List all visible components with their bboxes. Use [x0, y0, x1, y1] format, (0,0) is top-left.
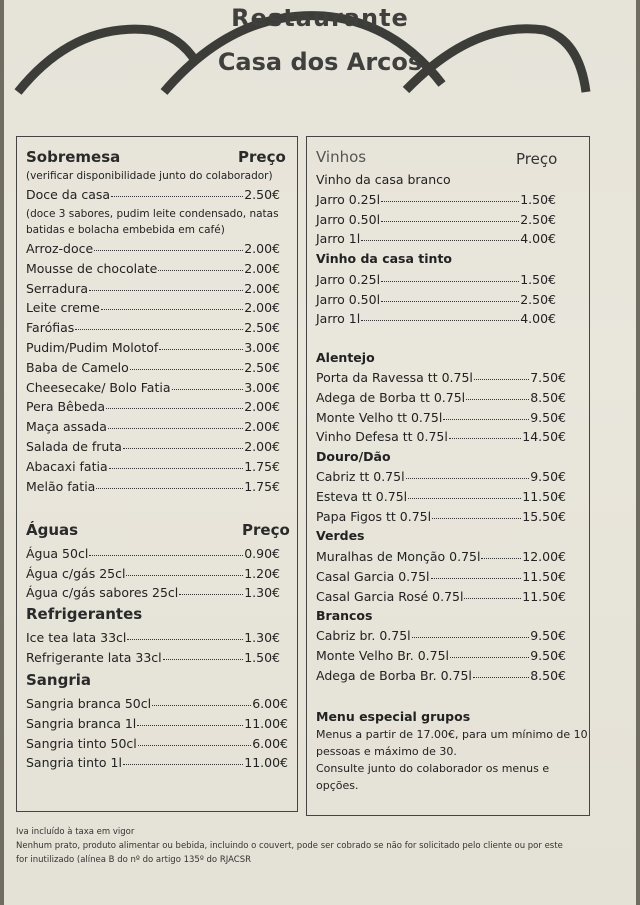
refrigerante-price: 1.30€: [244, 630, 280, 645]
verde-price: 11.50€: [522, 568, 566, 584]
leader-dots: [464, 598, 521, 599]
vinho-branco-price: 1.50€: [520, 192, 556, 207]
agua-price: 1.30€: [244, 585, 280, 600]
verde-row: [316, 549, 566, 564]
leader-dots: [432, 518, 521, 519]
leader-dots: [381, 221, 519, 222]
leader-dots: [108, 428, 243, 429]
douro-name: Esteva tt 0.75l: [316, 488, 408, 504]
branco-price: 8.50€: [530, 667, 566, 683]
dessert-price: 3.00€: [244, 379, 280, 395]
sangria-name: Sangria tinto 1l: [26, 755, 122, 771]
leader-dots: [152, 705, 251, 706]
restaurant-title-line1: Restaurante: [231, 4, 409, 32]
vinho-branco-row: [316, 231, 556, 246]
verde-name: Casal Garcia 0.75l: [316, 568, 430, 584]
footer-notice-line1: Nenhum prato, produto alimentar ou bebida, incluindo o couvert, pode ser cobrado se não for solicitado pelo cliente ou por este: [16, 841, 563, 851]
dessert-price: 2.00€: [244, 419, 280, 435]
dessert-price: 2.50€: [244, 187, 280, 202]
agua-price: 0.90€: [244, 546, 280, 561]
leader-dots: [89, 555, 243, 556]
branco-price: 9.50€: [530, 628, 566, 643]
leader-dots: [412, 637, 530, 638]
dessert-row: [26, 340, 280, 355]
vinho-tinto-price: 2.50€: [520, 291, 556, 307]
agua-row: [26, 546, 280, 561]
brancos-head: Brancos: [316, 608, 373, 623]
dessert-name: Arroz-doce: [26, 241, 94, 256]
vinho-tinto-row: [316, 272, 556, 287]
dessert-name: Leite creme: [26, 300, 100, 316]
branco-price: 9.50€: [530, 647, 566, 663]
aguas-price-header: Preço: [242, 521, 290, 539]
dessert-row: [26, 439, 280, 454]
vinho-branco-row: [316, 212, 556, 227]
header-banner: [4, 0, 636, 110]
dessert-price: 2.50€: [244, 320, 280, 336]
refrigerantes-title: Refrigerantes: [26, 605, 143, 623]
vinho-tinto-row: [316, 292, 556, 307]
vinho-branco-name: Jarro 0.50l: [316, 211, 381, 227]
sangria-title: Sangria: [26, 671, 92, 689]
dessert-name: Farófias: [26, 320, 75, 336]
leader-dots: [130, 369, 243, 370]
alentejo-name: Vinho Defesa tt 0.75l: [316, 429, 448, 445]
doce-note-line2: batidas e bolacha embebida em café): [26, 224, 225, 236]
leader-dots: [381, 201, 519, 202]
dessert-price: 2.00€: [244, 280, 280, 296]
dessert-row-doce: [26, 187, 280, 202]
agua-row: [26, 585, 280, 600]
douro-price: 11.50€: [522, 488, 566, 504]
refrigerante-name: Ice tea lata 33cl: [26, 630, 127, 645]
verdes-head: Verdes: [316, 528, 365, 543]
vinho-tinto-price: 4.00€: [520, 311, 556, 326]
dessert-row: [26, 241, 280, 256]
leader-dots: [408, 498, 521, 499]
vinho-tinto-row: [316, 311, 556, 326]
dessert-price: 1.75€: [244, 478, 280, 494]
vinho-branco-price: 2.50€: [520, 211, 556, 227]
leader-dots: [138, 745, 251, 746]
sobremesa-price-header: Preço: [238, 148, 286, 166]
dessert-row: [26, 320, 280, 335]
sobremesa-note: (verificar disponibilidade junto do colaborador): [26, 170, 273, 182]
leader-dots: [381, 281, 519, 282]
restaurant-title-line2: Casa dos Arcos: [217, 48, 423, 76]
alentejo-row: [316, 370, 566, 385]
vinho-tinto-name: Jarro 0.25l: [316, 272, 381, 287]
verde-row: [316, 569, 566, 584]
dessert-row: [26, 399, 280, 414]
dessert-row: [26, 261, 280, 276]
dessert-row: [26, 281, 280, 296]
leader-dots: [172, 389, 244, 390]
tinto-head: Vinho da casa tinto: [316, 251, 453, 266]
menu-grupos-line4: opções.: [316, 779, 359, 792]
footer-iva: Iva incluído à taxa em vigor: [16, 827, 135, 837]
menu-grupos-line2: pessoas e máximo de 30.: [316, 745, 457, 758]
leader-dots: [481, 558, 521, 559]
leader-dots: [431, 578, 522, 579]
alentejo-price: 7.50€: [530, 370, 566, 385]
vinho-tinto-name: Jarro 0.50l: [316, 291, 381, 307]
vinho-tinto-price: 1.50€: [520, 272, 556, 287]
sangria-price: 6.00€: [252, 735, 288, 751]
menu-sheet: [4, 0, 636, 905]
alentejo-row: [316, 390, 566, 405]
dessert-row: [26, 419, 280, 434]
alentejo-row: [316, 410, 566, 425]
agua-row: [26, 566, 280, 581]
branco-row: [316, 668, 566, 683]
alentejo-price: 14.50€: [522, 429, 566, 445]
dessert-price: 2.00€: [244, 241, 280, 256]
menu-grupos-line1: Menus a partir de 17.00€, para um mínimo de 10: [316, 728, 588, 741]
leader-dots: [137, 725, 243, 726]
leader-dots: [127, 639, 243, 640]
dessert-name: Salada de fruta: [26, 439, 122, 454]
leader-dots: [158, 270, 243, 271]
menu-grupos-line3: Consulte junto do colaborador os menus e: [316, 762, 550, 775]
douro-price: 15.50€: [522, 508, 566, 524]
vinhos-title: Vinhos: [316, 148, 367, 166]
leader-dots: [159, 349, 243, 350]
dessert-row: [26, 459, 280, 474]
leader-dots: [443, 419, 529, 420]
douro-name: Cabriz tt 0.75l: [316, 469, 405, 484]
alentejo-name: Porta da Ravessa tt 0.75l: [316, 370, 473, 385]
dessert-price: 2.00€: [244, 300, 280, 316]
agua-name: Água c/gás 25cl: [26, 565, 126, 581]
leader-dots: [450, 657, 529, 658]
alentejo-name: Monte Velho tt 0.75l: [316, 409, 443, 425]
dessert-name: Cheesecake/ Bolo Fatia: [26, 379, 171, 395]
leader-dots: [111, 196, 243, 197]
agua-name: Água 50cl: [26, 546, 89, 561]
alentejo-price: 8.50€: [530, 389, 566, 405]
leader-dots: [89, 290, 243, 291]
vinho-branco-row: [316, 192, 556, 207]
dessert-price: 2.00€: [244, 260, 280, 276]
douro-row: [316, 469, 566, 484]
alentejo-head: Alentejo: [316, 350, 375, 365]
dessert-row: [26, 479, 280, 494]
dessert-price: 3.00€: [244, 340, 280, 355]
leader-dots: [163, 659, 244, 660]
verde-name: Casal Garcia Rosé 0.75l: [316, 588, 464, 604]
dessert-name: Melão fatia: [26, 478, 96, 494]
sangria-price: 11.00€: [244, 715, 288, 731]
leader-dots: [449, 438, 521, 439]
sangria-price: 6.00€: [252, 696, 288, 711]
verde-row: [316, 589, 566, 604]
douro-row: [316, 489, 566, 504]
sangria-name: Sangria tinto 50cl: [26, 735, 137, 751]
dessert-row: [26, 360, 280, 375]
sangria-name: Sangria branca 50cl: [26, 696, 152, 711]
vinho-branco-name: Jarro 0.25l: [316, 192, 381, 207]
verde-price: 12.00€: [522, 549, 566, 564]
leader-dots: [406, 478, 530, 479]
dessert-name: Mousse de chocolate: [26, 260, 158, 276]
leader-dots: [474, 379, 529, 380]
leader-dots: [123, 764, 243, 765]
verde-price: 11.50€: [522, 588, 566, 604]
leader-dots: [96, 488, 243, 489]
vinho-branco-price: 4.00€: [520, 231, 556, 246]
vinho-tinto-name: Jarro 1l: [316, 311, 361, 326]
leader-dots: [106, 408, 243, 409]
footer-notice-line2: for inutilizado (alínea B do nº do artigo 135º do RJACSR: [16, 855, 251, 865]
vinho-branco-name: Jarro 1l: [316, 231, 361, 246]
agua-name: Água c/gás sabores 25cl: [26, 585, 179, 600]
branco-name: Adega de Borba Br. 0.75l: [316, 667, 472, 683]
douro-price: 9.50€: [530, 469, 566, 484]
sangria-row: [26, 696, 288, 711]
leader-dots: [126, 575, 243, 576]
alentejo-price: 9.50€: [530, 409, 566, 425]
refrigerante-row: [26, 650, 280, 665]
verde-name: Muralhas de Monção 0.75l: [316, 549, 481, 564]
dessert-row: [26, 380, 280, 395]
sangria-name: Sangria branca 1l: [26, 715, 137, 731]
sangria-row: [26, 716, 288, 731]
branco-name: Cabriz br. 0.75l: [316, 628, 411, 643]
sangria-price: 11.00€: [244, 755, 288, 771]
leader-dots: [361, 240, 519, 241]
leader-dots: [75, 329, 243, 330]
douro-name: Papa Figos tt 0.75l: [316, 508, 432, 524]
dessert-price: 2.50€: [244, 359, 280, 375]
sangria-row: [26, 736, 288, 751]
branco-name: Monte Velho Br. 0.75l: [316, 647, 450, 663]
leader-dots: [94, 250, 243, 251]
leader-dots: [101, 309, 243, 310]
leader-dots: [109, 468, 244, 469]
dessert-name: Maça assada: [26, 419, 107, 435]
dessert-name: Abacaxi fatia: [26, 458, 108, 474]
leader-dots: [473, 677, 529, 678]
sobremesa-title: Sobremesa: [26, 148, 121, 166]
dessert-name: Serradura: [26, 280, 88, 296]
dessert-price: 2.00€: [244, 399, 280, 415]
refrigerante-name: Refrigerante lata 33cl: [26, 649, 162, 665]
dessert-row: [26, 300, 280, 315]
dessert-name: Pera Bêbeda: [26, 399, 106, 415]
leader-dots: [381, 301, 519, 302]
doce-note-line1: (doce 3 sabores, pudim leite condensado, natas: [26, 208, 279, 220]
sangria-row: [26, 755, 288, 770]
dessert-name: Baba de Camelo: [26, 359, 129, 375]
leader-dots: [179, 594, 243, 595]
refrigerante-row: [26, 630, 280, 645]
alentejo-row: [316, 429, 566, 444]
leader-dots: [361, 320, 519, 321]
dessert-price: 1.75€: [244, 458, 280, 474]
dessert-name: Pudim/Pudim Molotof: [26, 340, 159, 355]
agua-price: 1.20€: [244, 565, 280, 581]
branco-head: Vinho da casa branco: [316, 172, 451, 187]
menu-grupos-head: Menu especial grupos: [316, 709, 471, 724]
alentejo-name: Adega de Borba tt 0.75l: [316, 389, 466, 405]
leader-dots: [123, 448, 243, 449]
aguas-title: Águas: [26, 521, 79, 539]
douro-row: [316, 509, 566, 524]
refrigerante-price: 1.50€: [244, 649, 280, 665]
dessert-name: Doce da casa: [26, 187, 111, 202]
douro-head: Douro/Dão: [316, 449, 391, 464]
vinhos-price-header: Preço: [516, 150, 558, 168]
dessert-price: 2.00€: [244, 439, 280, 454]
branco-row: [316, 628, 566, 643]
branco-row: [316, 648, 566, 663]
leader-dots: [466, 399, 529, 400]
